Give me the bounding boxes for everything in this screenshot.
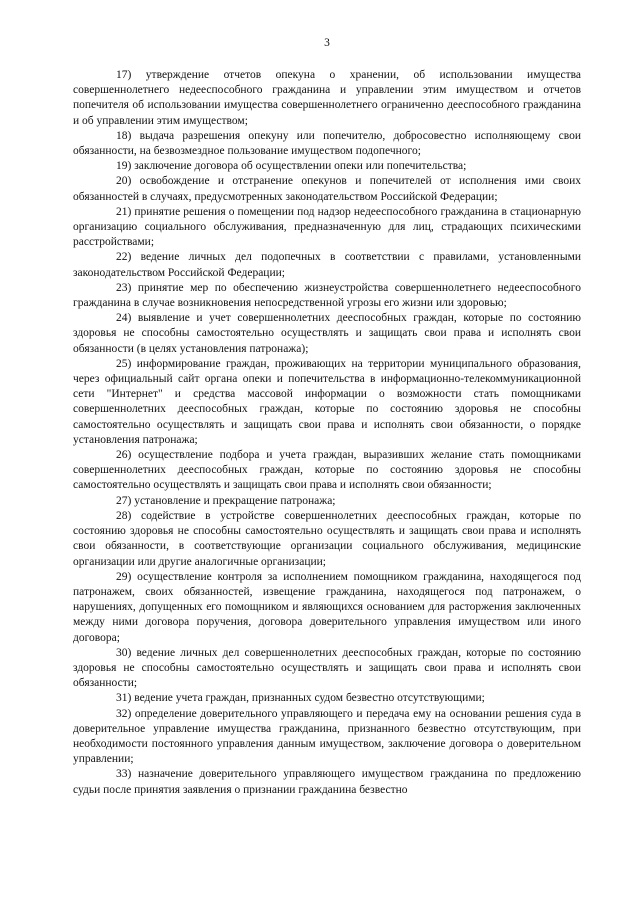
paragraph-21: 21) принятие решения о помещении под надзор недееспособного гражданина в стационарную организацию социального обслуживания, предназначенную для лиц, страдающих психическими расстройствами; [73,205,581,249]
document-body [73,68,581,798]
paragraph-29: 29) осуществление контроля за исполнением помощником гражданина, находящегося под патронажем, своих обязанностей, извещение гражданина, находящегося под патронажем, о нарушениях, допущенных его помощником и являющихся основанием для расторжения заключенных между ними договора поручения, договора доверительного управления имуществом или иного договора; [73,570,581,644]
paragraph-32: 32) определение доверительного управляющего и передача ему на основании решения суда в доверительное управление имущества гражданина, признанного безвестно отсутствующим, при необходимости постоянного управления данным имуществом, заключение договора о доверительном управлении; [73,707,581,766]
paragraph-31: 31) ведение учета граждан, признанных судом безвестно отсутствующими; [116,692,485,705]
paragraph-26: 26) осуществление подбора и учета граждан, выразивших желание стать помощниками совершеннолетних дееспособных граждан, которые по состоянию здоровья не способны самостоятельно осуществлять и защищать свои права и исполнять свои обязанности; [73,449,581,492]
paragraph-27: 27) установление и прекращение патронажа; [116,494,336,507]
paragraph-33: 33) назначение доверительного управляющего имуществом гражданина по предложению судьи после принятия заявления о признании гражданина безвестно [73,768,581,796]
paragraph-19: 19) заключение договора об осуществлении опеки или попечительства; [116,160,467,173]
paragraph-20: 20) освобождение и отстранение опекунов и попечителей от исполнения ими своих обязанностей в случаях, предусмотренных законодательством Российской Федерации; [73,175,581,203]
paragraph-17: 17) утверждение отчетов опекуна о хранении, об использовании имущества совершеннолетнего недееспособного гражданина и управлении этим имуществом и отчетов попечителя об использовании имущества совершеннолетнего ограниченно дееспособного гражданина и об управлении этим имуществом; [73,69,581,127]
page-number: 3 [324,37,330,49]
paragraph-30: 30) ведение личных дел совершеннолетних дееспособных граждан, которые по состоянию здоровья не способны самостоятельно осуществлять и защищать свои права и исполнять свои обязанности; [73,646,581,690]
paragraph-28: 28) содействие в устройстве совершеннолетних дееспособных граждан, которые по состоянию здоровья не способны самостоятельно осуществлять и защищать свои права и исполнять свои обязанности, в соответствующие организации социального обслуживания, медицинские организации или другие аналогичные организации; [73,509,581,568]
paragraph-22: 22) ведение личных дел подопечных в соответствии с правилами, установленными законодательством Российской Федерации; [73,251,581,279]
paragraph-24: 24) выявление и учет совершеннолетних дееспособных граждан, которые по состоянию здоровья не способны самостоятельно осуществлять и защищать свои права и исполнять свои обязанности (в целях установления патронажа); [73,312,581,355]
paragraph-23: 23) принятие мер по обеспечению жизнеустройства совершеннолетнего недееспособного гражданина в случае возникновения непосредственной угрозы его жизни или здоровью; [73,281,581,310]
paragraph-18: 18) выдача разрешения опекуну или попечителю, добросовестно исполняющему свои обязанности, на безвозмездное пользование имуществом подопечного; [73,129,581,158]
paragraph-25: 25) информирование граждан, проживающих на территории муниципального образования, через официальный сайт органа опеки и попечительства в информационно-телекоммуникационной сети "Интернет" и средства массовой информации о возможности стать помощниками совершеннолетних дееспособных граждан, которые по состоянию здоровья не способны самостоятельно осуществлять и защищать свои права и исполнять свои обязанности, о порядке установления патронажа; [73,357,581,446]
